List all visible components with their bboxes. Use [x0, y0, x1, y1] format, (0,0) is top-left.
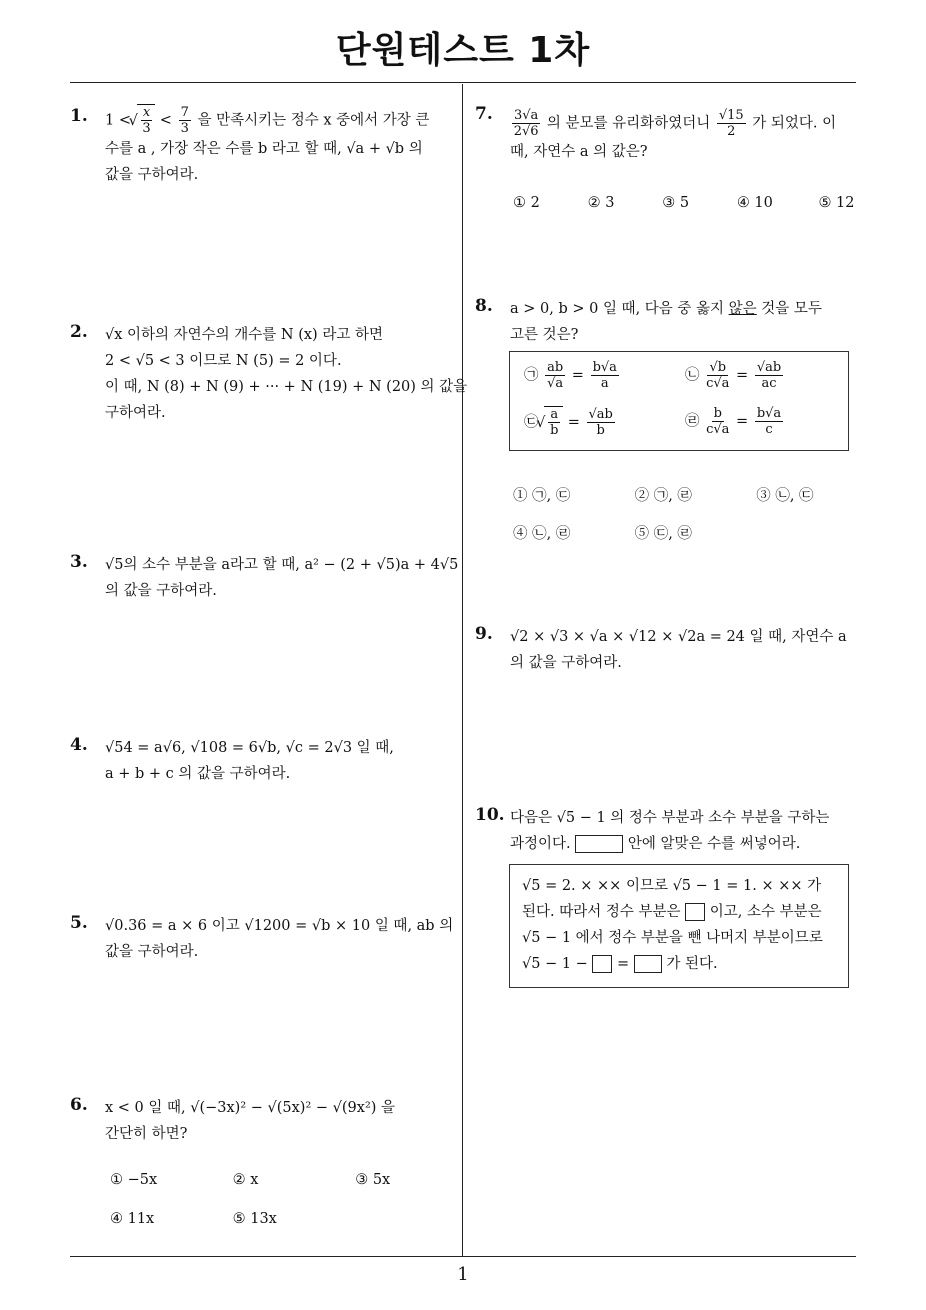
column-divider	[462, 84, 463, 1256]
choice-2[interactable]: ② 3	[587, 195, 615, 211]
choice-4[interactable]: ④ 10	[736, 195, 773, 211]
question-text: √5의 소수 부분을 a라고 할 때, a² − (2 + √5)a + 4√5 의 값을 구하여라.	[105, 557, 459, 599]
choice-3[interactable]: ③ 5	[662, 195, 690, 211]
sqrt-expression: √ $\frac{x}{3}$	[137, 104, 156, 136]
choices-q6	[110, 1172, 390, 1188]
choices-q8-row2	[513, 522, 692, 543]
statement-box	[509, 351, 849, 451]
question-text: √0.36 = a × 6 이고 √1200 = √b × 10 일 때, ab 의 값을 구하여라.	[105, 918, 454, 960]
question-text: √2 × √3 × √a × √12 × √2a = 24 일 때, 자연수 a 의 값을 구하여라.	[510, 629, 847, 671]
answer-blank[interactable]	[575, 835, 623, 853]
question-number: 6.	[70, 1095, 88, 1115]
process-box: √5 = 2. × ×× 이므로 √5 − 1 = 1. × ×× 가 된다. 따라서 정수 부분은 이고, 소수 부분은 √5 − 1 에서 정수 부분을 뺀 나머지 부분이므로 √5 − 1 − = 가 된다.	[509, 864, 849, 988]
question-text: $\frac{3√a}{2√6}$ 의 분모를 유리화하였더니 $\frac{√15}{2}$ 가 되었다. 이 때, 자연수 a 의 값은?	[510, 108, 837, 160]
choice-1[interactable]: ① −5x	[110, 1172, 158, 1188]
choice-4[interactable]: ④ 11x	[110, 1211, 155, 1227]
footer-rule	[70, 1256, 856, 1257]
question-text: √54 = a√6, √108 = 6√b, √c = 2√3 일 때, a + b + c 의 값을 구하여라.	[105, 740, 394, 782]
choice-5[interactable]: ⑤ 12	[818, 195, 855, 211]
question-number: 2.	[70, 322, 88, 342]
question-number: 4.	[70, 735, 88, 755]
question-text: a > 0, b > 0 일 때, 다음 중 옳지 않은 것을 모두 고른 것은?	[510, 301, 822, 343]
question-text: x < 0 일 때, √(−3x)² − √(5x)² − √(9x²) 을 간단히 하면?	[105, 1100, 396, 1142]
choice-1[interactable]: ① ㉠, ㉢	[513, 488, 571, 504]
question-number: 1.	[70, 106, 88, 126]
choice-2[interactable]: ② x	[232, 1172, 259, 1188]
question-number: 3.	[70, 552, 88, 572]
statement-c: ㉢ √ $\frac{a}{b}$ = $\frac{√ab}{b}$	[524, 406, 617, 438]
statement-d: ㉣ $\frac{b}{c√a}$ = $\frac{b√a}{c}$	[685, 406, 782, 437]
choices-q8	[513, 484, 814, 505]
subtract-blank[interactable]	[592, 955, 612, 973]
question-number: 8.	[475, 296, 493, 316]
question-text: 다음은 √5 − 1 의 정수 부분과 소수 부분을 구하는 과정이다. 안에 알맞은 수를 써넣어라.	[510, 810, 830, 852]
decimal-part-blank[interactable]	[634, 955, 662, 973]
choice-2[interactable]: ② ㉠, ㉣	[634, 488, 692, 504]
header-rule	[70, 82, 856, 83]
choice-3[interactable]: ③ ㉡, ㉢	[756, 488, 814, 504]
choice-5[interactable]: ⑤ 13x	[232, 1211, 277, 1227]
question-text: √x 이하의 자연수의 개수를 N (x) 라고 하면 2 < √5 < 3 이므로 N (5) = 2 이다. 이 때, N (8) + N (9) + ··· + N (19) + N (20) 의 값을 구하여라.	[105, 327, 468, 421]
choice-5[interactable]: ⑤ ㉢, ㉣	[634, 526, 692, 542]
statement-b: ㉡ $\frac{√b}{c√a}$ = $\frac{√ab}{ac}$	[685, 360, 782, 391]
integer-part-blank[interactable]	[685, 903, 705, 921]
question-number: 10.	[475, 805, 505, 825]
choices-q7	[513, 195, 855, 211]
question-text: 1 < √ $\frac{x}{3}$ < $\frac{7}{3}$ 을 만족시키는 정수 x 중에서 가장 큰 수를 a , 가장 작은 수를 b 라고 할 때, √a + √b 의 값을 구하여라.	[105, 104, 465, 188]
choice-4[interactable]: ④ ㉡, ㉣	[513, 526, 571, 542]
question-number: 7.	[475, 104, 493, 124]
page-title: 단원테스트 1차	[335, 30, 591, 71]
statement-a: ㉠ $\frac{ab}{√a}$ = $\frac{b√a}{a}$	[524, 360, 617, 391]
page-number: 1	[457, 1264, 469, 1285]
choices-q6-row2	[110, 1211, 277, 1227]
choice-1[interactable]: ① 2	[513, 195, 540, 211]
choice-3[interactable]: ③ 5x	[355, 1172, 391, 1188]
question-number: 5.	[70, 913, 88, 933]
question-number: 9.	[475, 624, 493, 644]
